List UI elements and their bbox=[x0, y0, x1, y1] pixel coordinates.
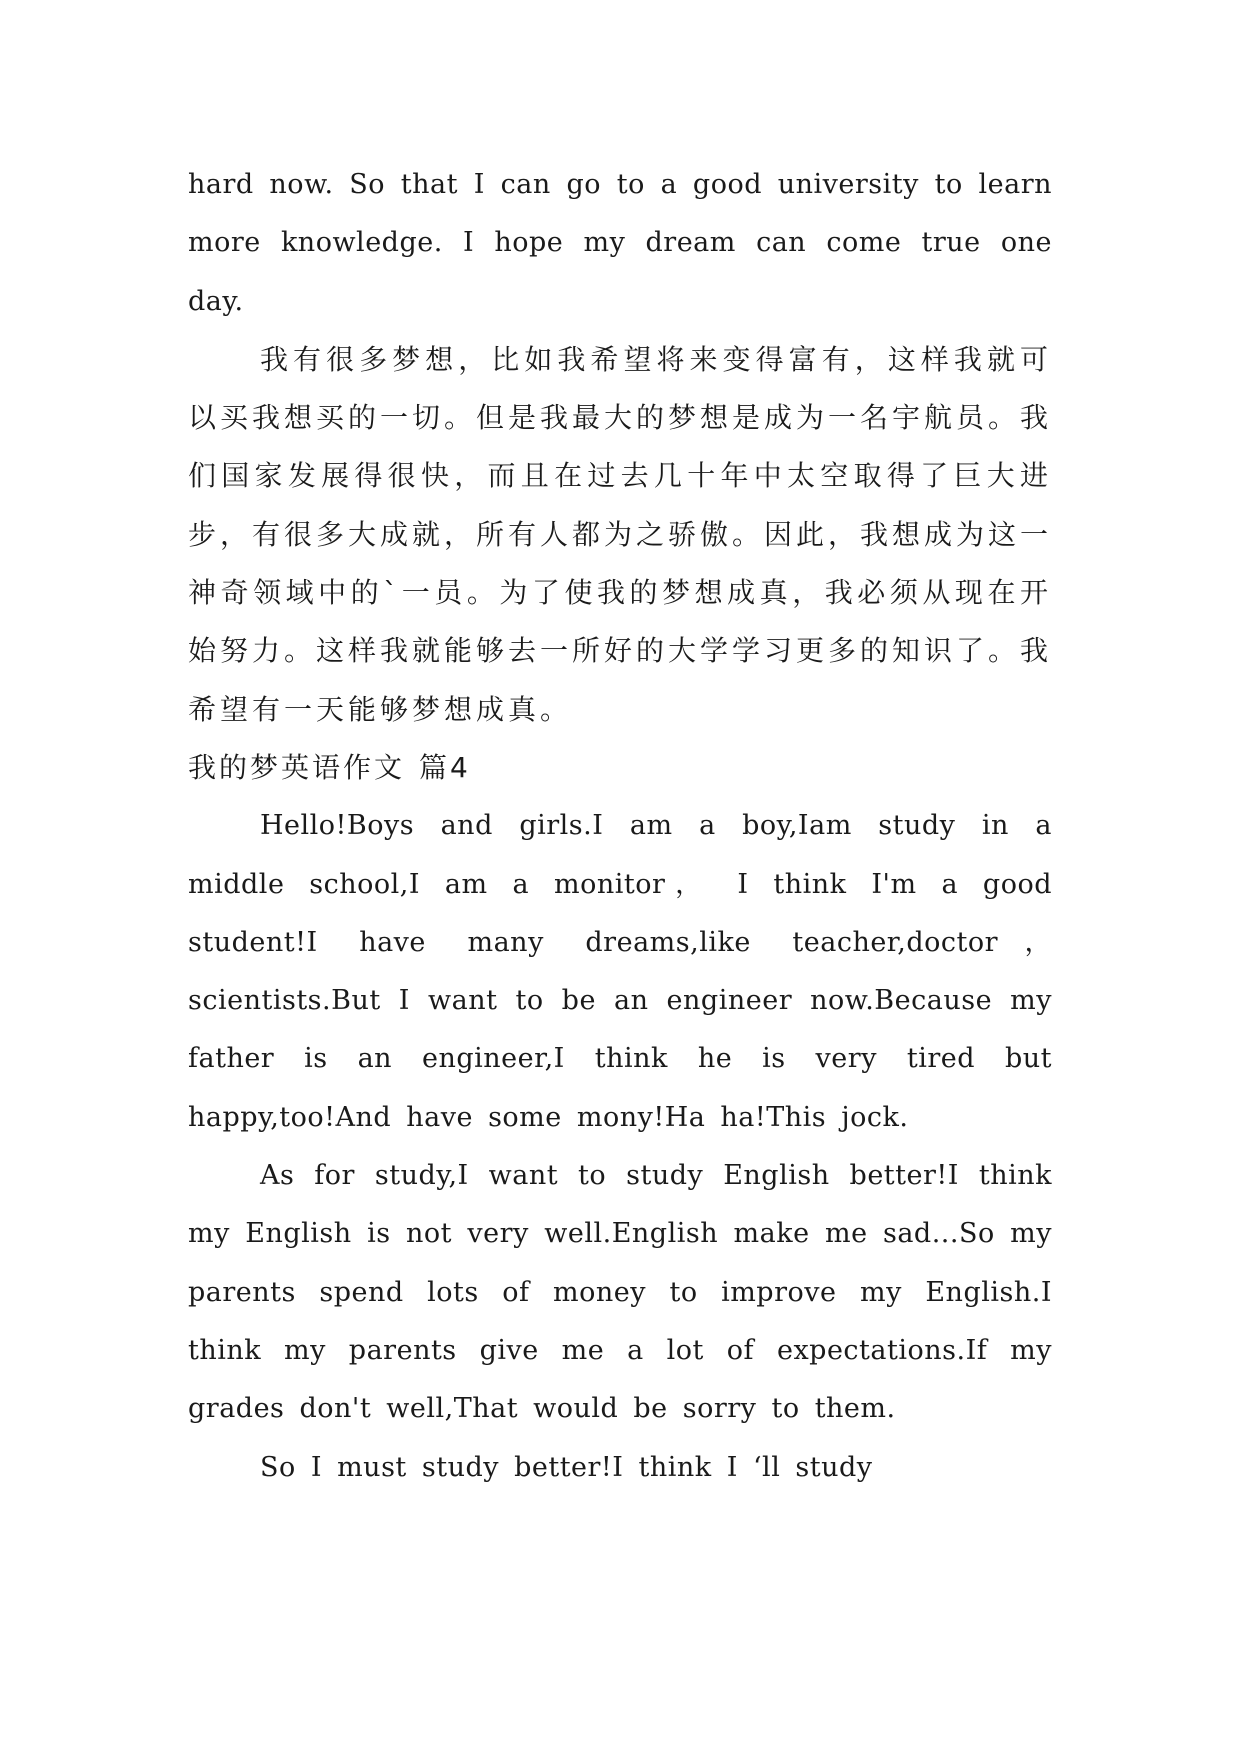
essay-title: 我的梦英语作文 bbox=[188, 750, 406, 784]
paragraph-introduction: Hello!Boys and girls.I am a boy,Iam study in a middle school,I am a monitor， I think I'm a good student!I have many dreams,like teacher,doctor， scientists.But I want to be an engineer now.Because my father is an engineer,I think he is very tired but happy,too!And have some mony!Ha ha!This jock. bbox=[188, 810, 1052, 1133]
paragraph-english-ending: hard now. So that I can go to a good university to learn more knowledge. I hope my dream can come true one day. bbox=[188, 169, 1052, 317]
essay-number: 篇4 bbox=[419, 750, 471, 784]
paragraph-chinese-translation: 我有很多梦想，比如我希望将来变得富有，这样我就可以买我想买的一切。但是我最大的梦想是成为一名宇航员。我们国家发展得很快，而且在过去几十年中太空取得了巨大进步，有很多大成就，所有人都为之骄傲。因此，我想成为这一神奇领域中的`一员。为了使我的梦想成真，我必须从现在开始努力。这样我就能够去一所好的大学学习更多的知识了。我希望有一天能够梦想成真。 bbox=[188, 342, 1053, 726]
paragraph-study: As for study,I want to study English better!I think my English is not very well.English make me sad...So my parents spend lots of money to improve my English.I think my parents give me a lot of expectations.If my grades don't well,That would be sorry to them. bbox=[188, 1160, 1052, 1425]
essay-heading bbox=[188, 739, 1052, 797]
document-body bbox=[188, 156, 1052, 1497]
paragraph-conclusion-start: So I must study better!I think I ‘ll study bbox=[260, 1451, 873, 1483]
